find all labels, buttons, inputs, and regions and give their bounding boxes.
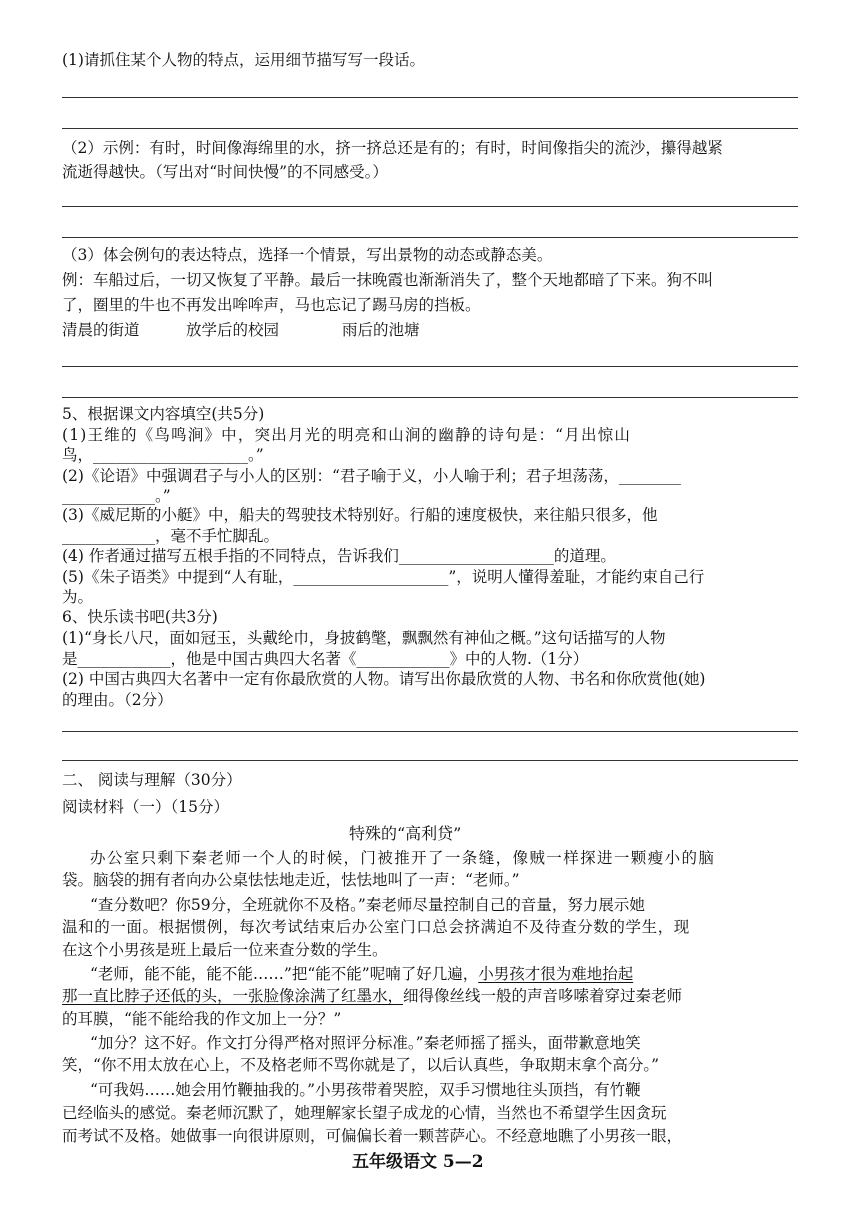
passage-line: 的耳膜，“能不能给我的作文加上一分？” — [62, 1010, 342, 1028]
fill-blank-line: (3)《威尼斯的小艇》中，船夫的驾驶技术特别好。行船的速度极快，来往船只很多，他 — [62, 506, 658, 524]
passage-title: 特殊的“高利贷” — [349, 824, 462, 843]
part-2-heading: 二、 阅读与理解（30分） — [62, 771, 242, 789]
question-1-prompt: (1)请抓住某个人物的特点，运用细节描写写一段话。 — [62, 51, 425, 69]
passage-line: 办公室只剩下秦老师一个人的时候，门被推开了一条缝，像贼一样探进一颗瘦小的脑 — [90, 849, 716, 867]
answer-line — [62, 731, 798, 732]
material-heading: 阅读材料（一）（15分） — [62, 798, 229, 816]
fill-blank-line: 为。 — [62, 588, 94, 606]
question-3-example: 例：车船过后，一切又恢复了平静。最后一抹晚霞也渐渐消失了，整个天地都暗了下来。狗不叫 — [62, 271, 714, 289]
answer-line — [62, 760, 798, 761]
scene-option: 清晨的街道 — [62, 321, 140, 339]
fill-blank-line: (2)《论语》中强调君子与小人的区别：“君子喻于义，小人喻于利；君子坦荡荡，________ — [62, 467, 681, 485]
passage-line: “加分？这不好。作文打分得严格对照评分标准。”秦老师摇了摇头，面带歉意地笑 — [90, 1034, 641, 1052]
answer-line — [62, 397, 798, 398]
question-2-line: （2）示例：有时，时间像海绵里的水，挤一挤总还是有的；有时，时间像指尖的流沙，攥得越紧 — [62, 139, 723, 157]
reading-question-line: (2) 中国古典四大名著中一定有你最欣赏的人物。请写出你最欣赏的人物、书名和你欣赏他(她) — [62, 670, 706, 688]
passage-line: 袋。脑袋的拥有者向办公桌怯怯地走近，怯怯地叫了一声：“老师。” — [62, 871, 520, 889]
scene-option: 雨后的池塘 — [342, 321, 420, 339]
fill-blank-line: (1)王维的《鸟鸣涧》中，突出月光的明亮和山涧的幽静的诗句是：“月出惊山 — [62, 426, 632, 444]
answer-line — [62, 128, 798, 129]
underlined-sentence: 小男孩才很为难地抬起 — [478, 965, 634, 983]
scene-option: 放学后的校园 — [186, 321, 280, 339]
fill-blank-line: ____________，毫不手忙脚乱。 — [62, 527, 280, 545]
passage-line: 温和的一面。根据惯例，每次考试结束后办公室门口总会挤满迫不及待查分数的学生，现 — [62, 918, 690, 936]
answer-line — [62, 366, 798, 367]
question-3-line: （3）体会例句的表达特点，选择一个情景，写出景物的动态或静态美。 — [62, 246, 553, 264]
passage-text: “老师，能不能，能不能……”把“能不能”呢喃了好几遍， — [90, 965, 479, 983]
reading-question-line: (1)“身长八尺，面如冠玉，头戴纶巾，身披鹤氅，飘飘然有神仙之概。”这句话描写的人物 — [62, 629, 666, 647]
fill-blank-line: ____________。” — [62, 487, 171, 505]
page-footer: 五年级语文 5—2 — [352, 1152, 484, 1172]
reading-question-line: 是____________，他是中国古典四大名著《____________》中的人物.（1分） — [62, 650, 589, 668]
answer-line — [62, 97, 798, 98]
passage-line: “可我妈……她会用竹鞭抽我的。”小男孩带着哭腔，双手习惯地往头顶挡，有竹鞭 — [90, 1081, 641, 1099]
question-3-example: 了，圈里的牛也不再发出哞哞声，马也忘记了踢马房的挡板。 — [62, 296, 481, 314]
section-5-heading: 5、根据课文内容填空(共5分) — [62, 405, 265, 423]
passage-line: 在这个小男孩是班上最后一位来查分数的学生。 — [62, 941, 388, 959]
underlined-sentence: 那一直比脖子还低的头，一张脸像涂满了红墨水， — [62, 987, 404, 1005]
question-2-line: 流逝得越快。（写出对“时间快慢”的不同感受。） — [62, 163, 388, 181]
passage-line: 而考试不及格。她做事一向很讲原则，可偏偏长着一颗菩萨心。不经意地瞧了小男孩一眼， — [62, 1127, 683, 1145]
fill-blank-line: (5)《朱子语类》中提到“人有耻，____________________”，说明人懂得羞耻，才能约束自己行 — [62, 568, 705, 586]
fill-blank-line: 鸟，____________________。” — [62, 446, 264, 464]
answer-line — [62, 206, 798, 207]
passage-line: 已经临头的感觉。秦老师沉默了，她理解家长望子成龙的心情，当然也不希望学生因贪玩 — [62, 1104, 667, 1122]
fill-blank-line: (4) 作者通过描写五根手指的不同特点，告诉我们____________________的道理。 — [62, 547, 616, 565]
passage-line — [90, 964, 633, 984]
passage-line: 笑，“你不用太放在心上，不及格老师不骂你就是了，以后认真些，争取期末拿个高分。” — [62, 1056, 660, 1074]
section-6-heading: 6、快乐读书吧(共3分) — [62, 608, 218, 626]
reading-question-line: 的理由。（2分） — [62, 691, 173, 709]
answer-line — [62, 237, 798, 238]
passage-text: 细得像丝线一般的声音哆嗦着穿过秦老师 — [403, 987, 683, 1005]
passage-line: “查分数吧？你59分，全班就你不及格。”秦老师尽量控制自己的音量，努力展示她 — [90, 896, 645, 914]
passage-line — [62, 986, 682, 1006]
